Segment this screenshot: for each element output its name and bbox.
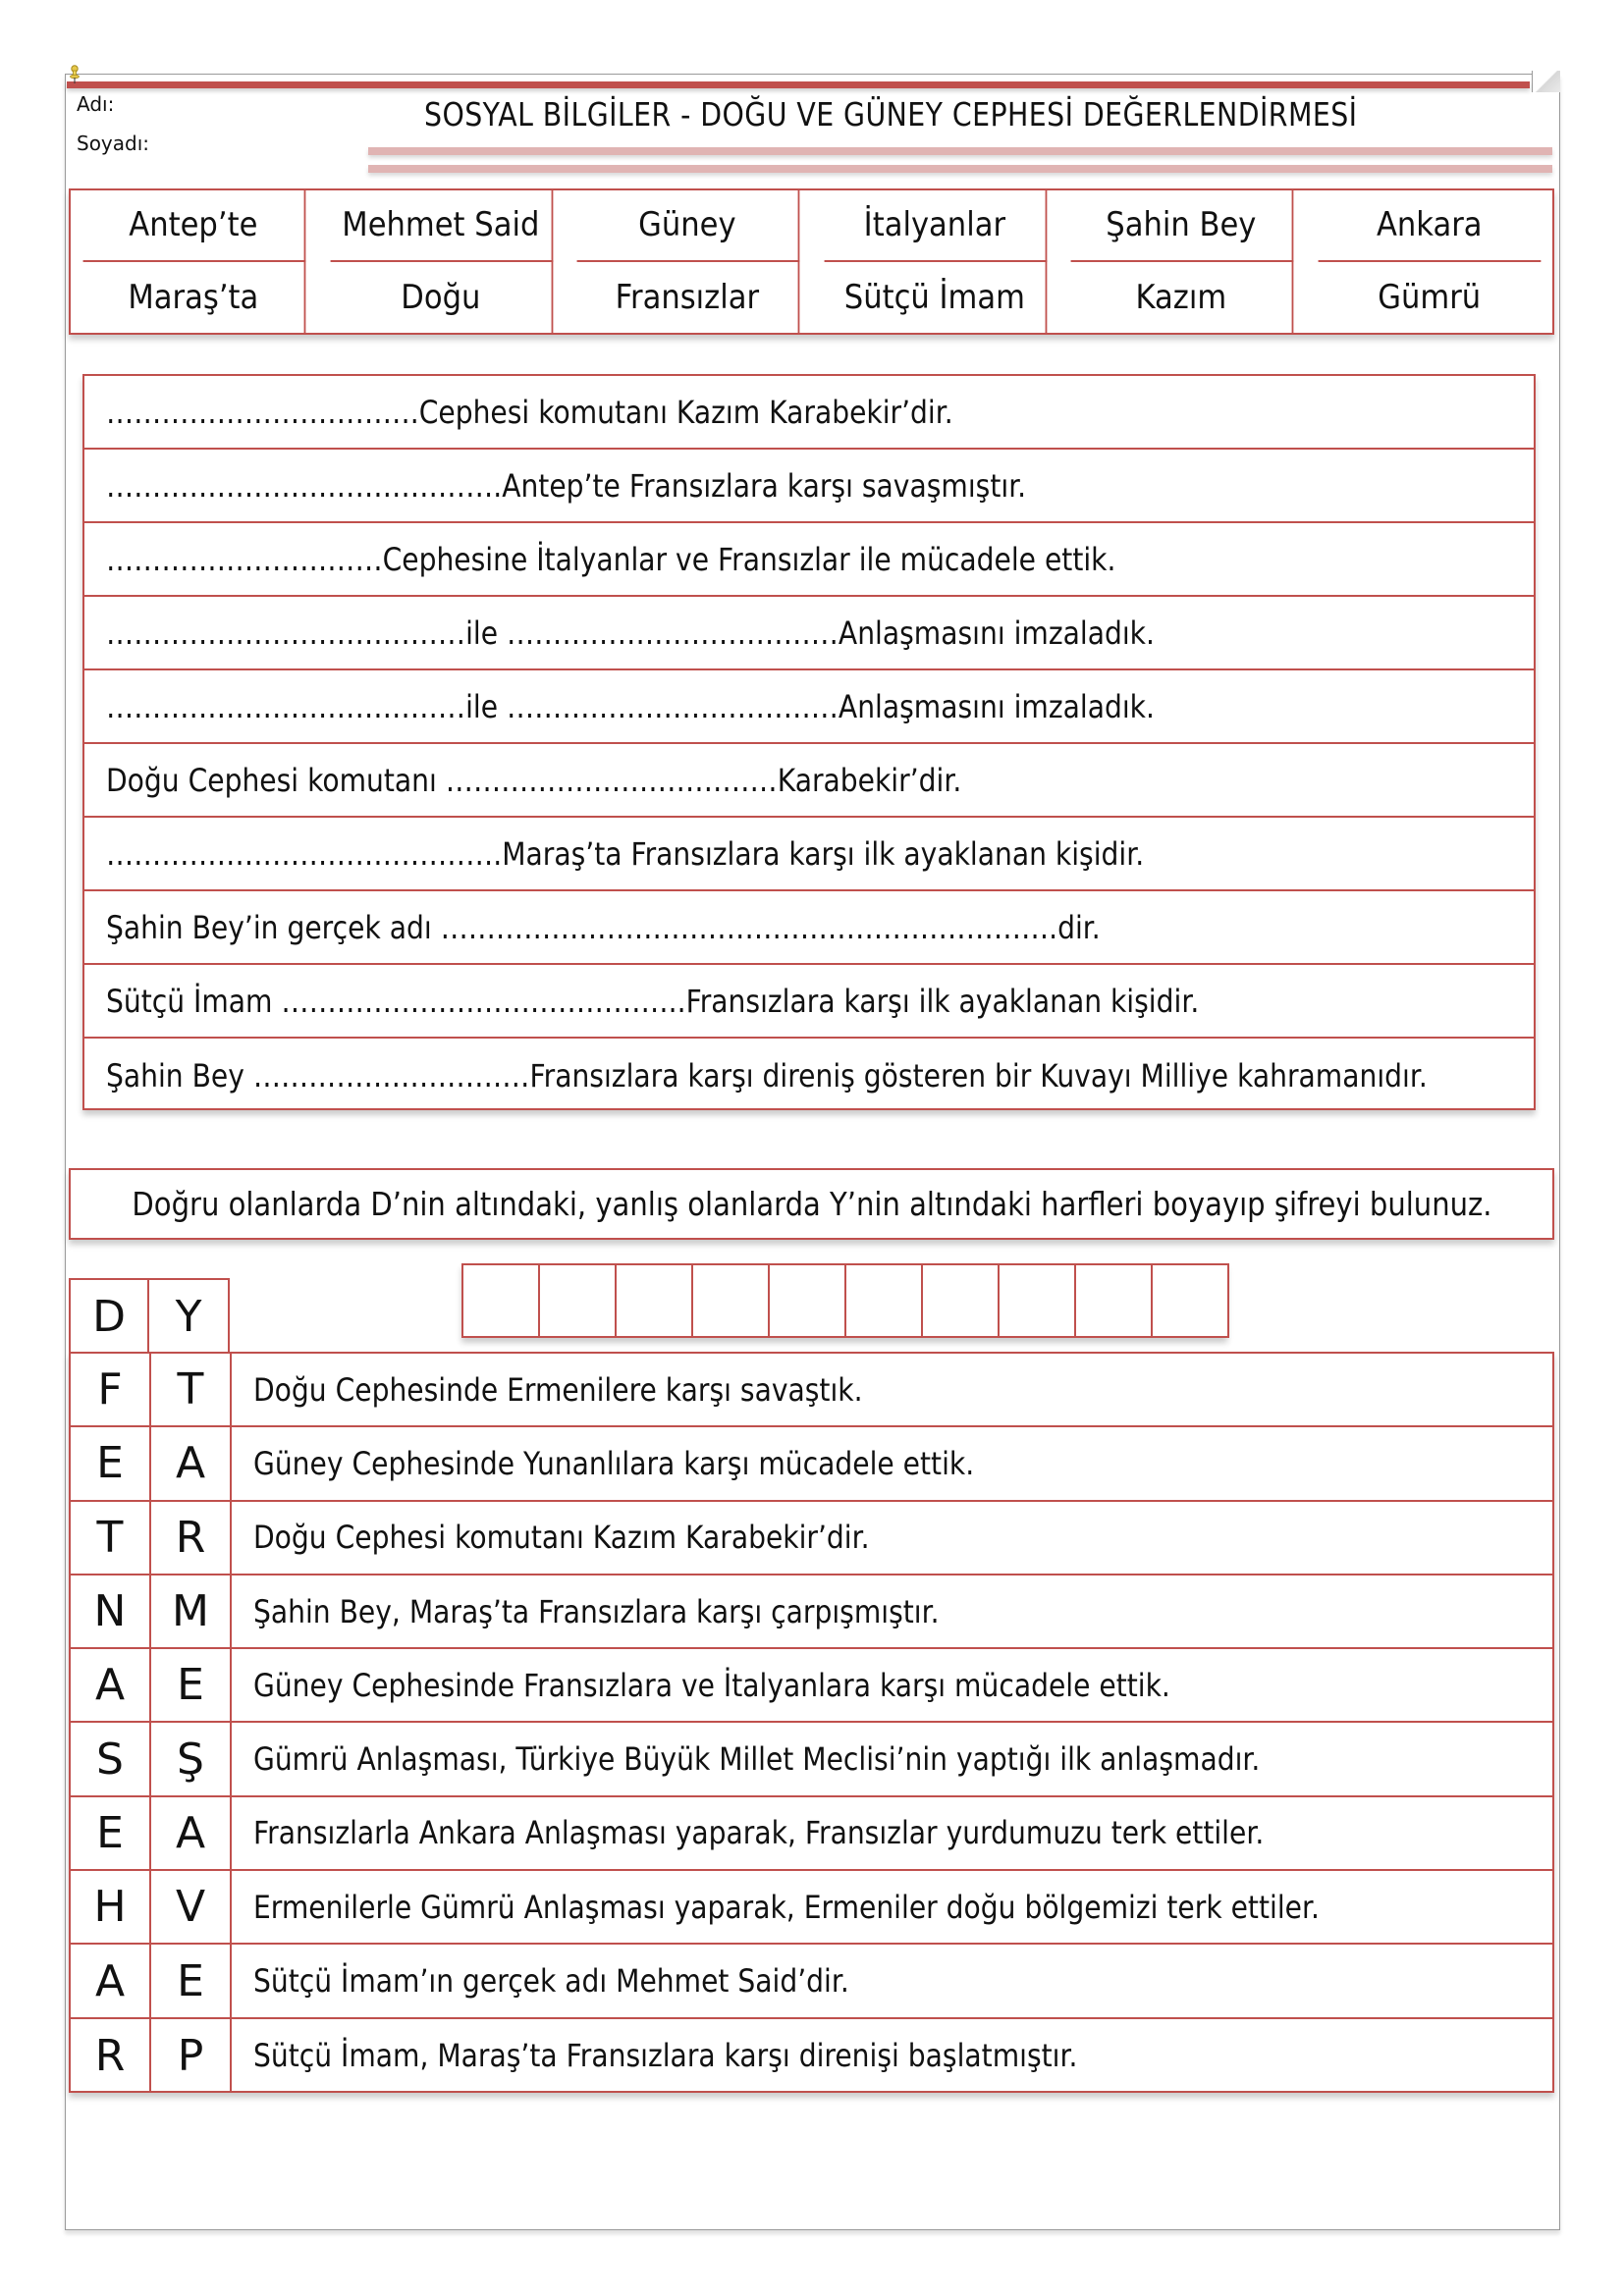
fill-in-sentence[interactable]: …………………………….Cephesi komutanı Kazım Karabekir’dir. [84, 376, 1534, 450]
table-row [71, 1502, 1552, 1575]
false-letter[interactable]: P [151, 2019, 232, 2093]
table-row [71, 1871, 1552, 1945]
word-bank-cell: Antep’te [83, 190, 305, 262]
cipher-letter-box[interactable] [1074, 1263, 1153, 1338]
fill-in-sentence[interactable]: Doğu Cephesi komutanı ………………………………Karabekir’dir. [84, 744, 1534, 818]
fill-in-sentence[interactable]: …………………………Cephesine İtalyanlar ve Fransızlar ile mücadele ettik. [84, 523, 1534, 597]
false-letter[interactable]: V [151, 1871, 232, 1943]
table-row [71, 1575, 1552, 1649]
cipher-answer-boxes [461, 1263, 1227, 1338]
statement-text: Doğu Cephesi komutanı Kazım Karabekir’dir. [253, 1519, 870, 1557]
statement-text: Sütçü İmam, Maraş’ta Fransızlara karşı direnişi başlatmıştır. [253, 2037, 1078, 2075]
table-row [71, 2019, 1552, 2093]
true-letter[interactable]: T [71, 1502, 151, 1574]
word-bank-cell: Gümrü [1377, 277, 1481, 317]
false-letter[interactable]: E [151, 1945, 232, 2016]
word-bank-cell: Ankara [1318, 190, 1540, 262]
cipher-letter-box[interactable] [998, 1263, 1076, 1338]
statement-text: Ermenilerle Gümrü Anlaşması yaparak, Ermeniler doğu bölgemizi terk ettiler. [253, 1888, 1320, 1926]
true-letter[interactable]: N [71, 1575, 151, 1647]
word-bank-table [69, 188, 1554, 335]
true-letter[interactable]: R [71, 2019, 151, 2093]
fill-in-sentence[interactable]: Sütçü İmam ……………………………………..Fransızlara karşı ilk ayaklanan kişidir. [84, 965, 1534, 1039]
true-letter[interactable]: E [71, 1427, 151, 1499]
table-row [71, 1723, 1552, 1796]
word-bank-cell: Doğu [330, 262, 552, 334]
word-bank-cell: Kazım [1071, 262, 1293, 334]
statement-text: Fransızlarla Ankara Anlaşması yaparak, Fransızlar yurdumuzu terk ettiler. [253, 1814, 1265, 1852]
false-letter[interactable]: M [151, 1575, 232, 1647]
cipher-letter-box[interactable] [615, 1263, 693, 1338]
statement-text: Güney Cephesinde Fransızlara ve İtalyanlara karşı mücadele ettik. [253, 1666, 1170, 1704]
false-letter[interactable]: Ş [151, 1723, 232, 1794]
false-letter[interactable]: A [151, 1797, 232, 1869]
fill-in-sentence[interactable]: Şahin Bey …………………………Fransızlara karşı direniş gösteren bir Kuvayı Milliye kahramanıdır. [106, 1056, 1428, 1095]
true-letter[interactable]: S [71, 1723, 151, 1794]
cipher-letter-box[interactable] [461, 1263, 540, 1338]
true-false-column-header [69, 1278, 230, 1353]
false-letter[interactable]: A [151, 1427, 232, 1499]
cipher-letter-box[interactable] [844, 1263, 923, 1338]
table-row [71, 1427, 1552, 1501]
fill-in-sentence[interactable]: Şahin Bey’in gerçek adı ………………………………………………………….dir. [84, 891, 1534, 965]
word-bank-cell: İtalyanlar [824, 190, 1046, 262]
cipher-letter-box[interactable] [538, 1263, 617, 1338]
top-accent-band [67, 81, 1530, 88]
true-false-instruction: Doğru olanlarda D’nin altındaki, yanlış olanlarda Y’nin altındaki harfleri boyayıp şifreyi bulunuz. [69, 1168, 1554, 1240]
table-row [71, 1649, 1552, 1723]
pushpin-icon [69, 65, 81, 84]
true-letter[interactable]: E [71, 1797, 151, 1869]
false-column-header: Y [175, 1291, 202, 1342]
name-label: Adı: [77, 92, 115, 116]
statement-text: Güney Cephesinde Yunanlılara karşı mücadele ettik. [253, 1444, 975, 1482]
table-row [71, 1945, 1552, 2018]
true-column-header: D [71, 1280, 149, 1353]
surname-label: Soyadı: [77, 132, 150, 155]
table-row [71, 1797, 1552, 1871]
false-letter[interactable]: R [151, 1502, 232, 1574]
word-bank-cell: Fransızlar [577, 262, 799, 334]
false-letter[interactable]: T [151, 1354, 232, 1425]
folded-corner [1532, 71, 1560, 92]
word-bank-cell: Mehmet Said [330, 190, 552, 262]
true-letter[interactable]: A [71, 1945, 151, 2016]
page-title: SOSYAL BİLGİLER - DOĞU VE GÜNEY CEPHESİ DEĞERLENDİRMESİ [424, 95, 1358, 133]
cipher-letter-box[interactable] [1151, 1263, 1229, 1338]
statement-text: Gümrü Anlaşması, Türkiye Büyük Millet Meclisi’nin yaptığı ilk anlaşmadır. [253, 1740, 1261, 1779]
false-letter[interactable]: E [151, 1649, 232, 1721]
fill-in-sentence[interactable]: …………………………………….Antep’te Fransızlara karşı savaşmıştır. [84, 450, 1534, 523]
statement-text: Şahin Bey, Maraş’ta Fransızlara karşı çarpışmıştır. [253, 1592, 940, 1630]
statement-text: Sütçü İmam’ın gerçek adı Mehmet Said’dir. [253, 1962, 849, 2001]
true-letter[interactable]: F [71, 1354, 151, 1425]
title-underline-1 [368, 147, 1552, 155]
word-bank-cell: Şahin Bey [1071, 190, 1293, 262]
cipher-letter-box[interactable] [691, 1263, 770, 1338]
fill-in-sentence[interactable]: …………………………………….Maraş’ta Fransızlara karşı ilk ayaklanan kişidir. [84, 818, 1534, 891]
true-letter[interactable]: A [71, 1649, 151, 1721]
true-false-table [69, 1352, 1554, 2093]
word-bank-cell: Maraş’ta [83, 262, 305, 334]
cipher-letter-box[interactable] [768, 1263, 846, 1338]
table-row [71, 1354, 1552, 1427]
title-underline-2 [368, 165, 1552, 173]
word-bank-cell: Güney [577, 190, 799, 262]
word-bank-cell: Sütçü İmam [824, 262, 1046, 334]
fill-in-blanks-section [82, 374, 1536, 1110]
true-letter[interactable]: H [71, 1871, 151, 1943]
statement-text: Doğu Cephesinde Ermenilere karşı savaştık. [253, 1370, 863, 1409]
fill-in-sentence[interactable]: …………………………………ile ………………………………Anlaşmasını imzaladık. [84, 670, 1534, 744]
cipher-letter-box[interactable] [921, 1263, 1000, 1338]
fill-in-sentence[interactable]: …………………………………ile ………………………………Anlaşmasını imzaladık. [84, 597, 1534, 670]
